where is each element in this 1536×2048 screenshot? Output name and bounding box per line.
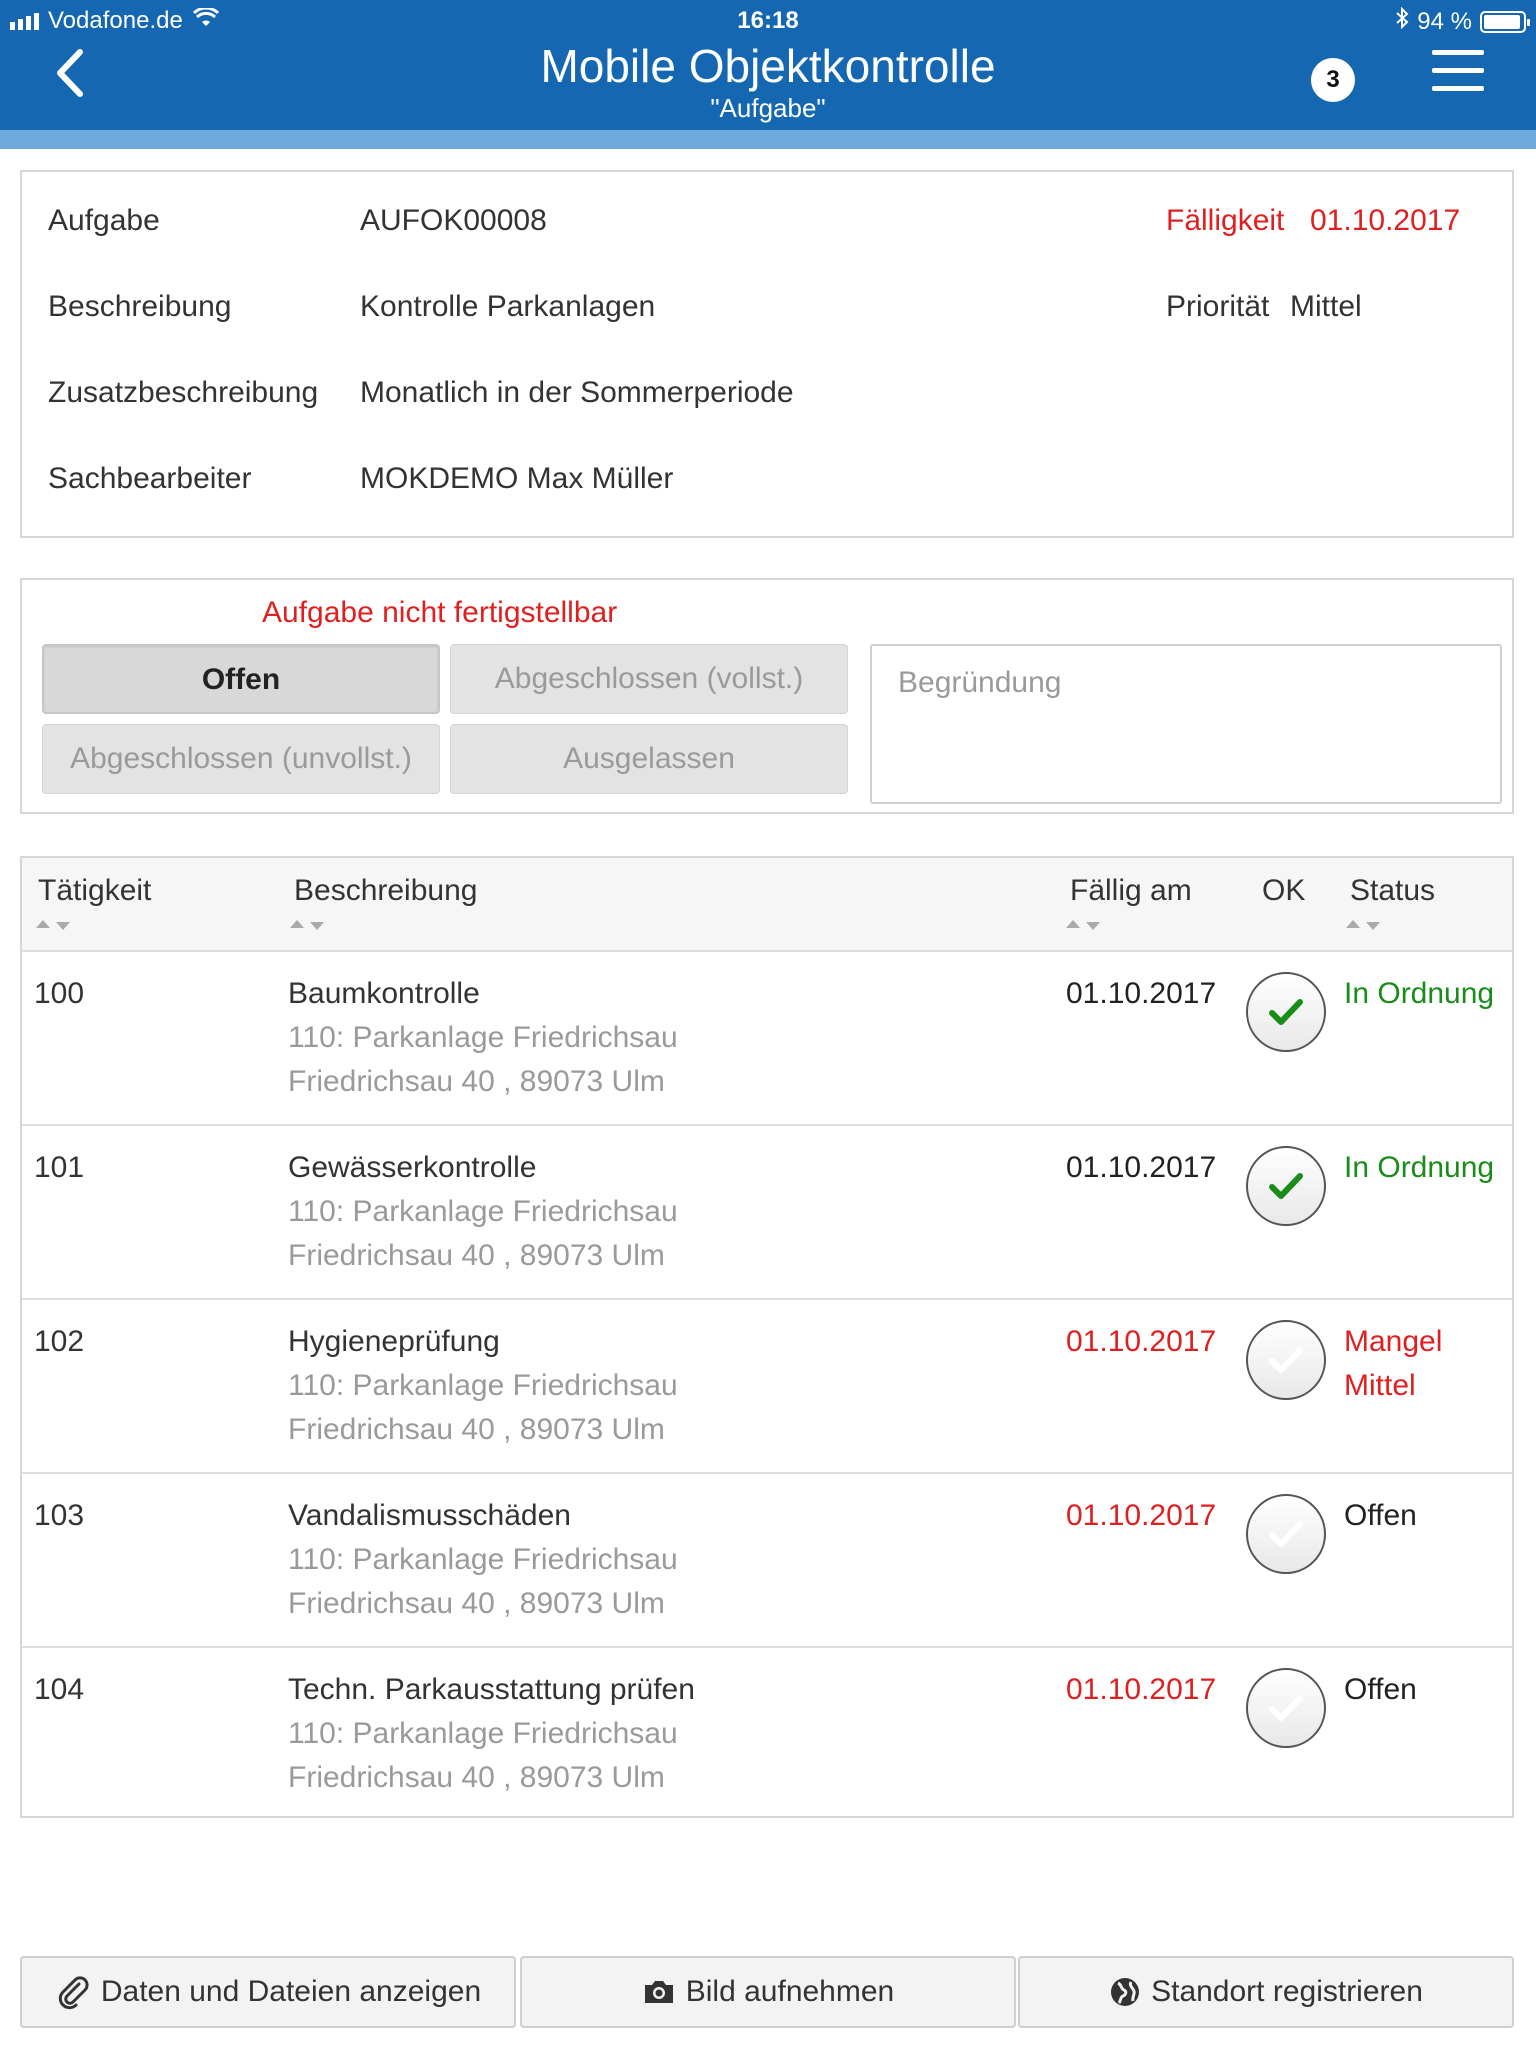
row-description — [288, 972, 678, 1104]
row-status-line1: Mangel — [1344, 1325, 1443, 1358]
label-zusatzbeschreibung: Zusatzbeschreibung — [48, 376, 319, 409]
row-address: Friedrichsau 40 , 89073 Ulm — [288, 1413, 665, 1446]
paperclip-icon — [55, 1974, 91, 2010]
status-ausgelassen-button[interactable]: Ausgelassen — [450, 724, 848, 794]
battery-percent: 94 % — [1417, 7, 1472, 35]
page-title: Mobile Objektkontrolle — [540, 40, 996, 92]
row-title: Gewässerkontrolle — [288, 1151, 537, 1184]
take-photo-label: Bild aufnehmen — [685, 1975, 895, 2008]
row-status-line1: In Ordnung — [1344, 1151, 1495, 1184]
row-due-date: 01.10.2017 — [1066, 1499, 1217, 1532]
label-beschreibung: Beschreibung — [48, 290, 232, 323]
row-status — [1344, 1494, 1417, 1538]
value-aufgabe: AUFOK00008 — [360, 204, 547, 237]
header-faellig-am[interactable]: Fällig am — [1070, 874, 1192, 907]
reason-textarea[interactable] — [870, 644, 1502, 804]
table-row[interactable] — [22, 950, 1512, 1126]
row-ok-toggle[interactable] — [1246, 972, 1326, 1052]
notification-badge[interactable]: 3 — [1311, 58, 1355, 102]
show-files-button[interactable] — [20, 1956, 516, 2028]
sort-status-icon[interactable] — [1346, 920, 1386, 932]
menu-button[interactable] — [1432, 50, 1484, 94]
bluetooth-icon — [1395, 7, 1409, 36]
row-id: 102 — [34, 1325, 85, 1358]
header-taetigkeit[interactable]: Tätigkeit — [38, 874, 152, 907]
row-address: Friedrichsau 40 , 89073 Ulm — [288, 1239, 665, 1272]
page-subtitle: "Aufgabe" — [710, 93, 826, 123]
completion-warning: Aufgabe nicht fertigstellbar — [262, 596, 618, 629]
row-status-line1: Offen — [1344, 1499, 1417, 1532]
row-ok-toggle[interactable] — [1246, 1146, 1326, 1226]
header-status[interactable]: Status — [1350, 874, 1436, 907]
checkmark-icon — [1266, 1168, 1306, 1204]
status-abgeschlossen-vollst-button[interactable]: Abgeschlossen (vollst.) — [450, 644, 848, 714]
task-info-panel — [20, 170, 1514, 538]
row-description — [288, 1320, 678, 1452]
value-sachbearbeiter: MOKDEMO Max Müller — [360, 462, 674, 495]
row-due-date: 01.10.2017 — [1066, 1673, 1217, 1706]
row-status-line2: Mittel — [1344, 1369, 1416, 1402]
header-accent-strip — [0, 130, 1536, 149]
row-status-line1: In Ordnung — [1344, 977, 1495, 1010]
label-sachbearbeiter: Sachbearbeiter — [48, 462, 252, 495]
label-aufgabe: Aufgabe — [48, 204, 160, 237]
value-beschreibung: Kontrolle Parkanlagen — [360, 290, 656, 323]
table-row[interactable] — [22, 1646, 1512, 1820]
row-object: 110: Parkanlage Friedrichsau — [288, 1717, 678, 1750]
row-address: Friedrichsau 40 , 89073 Ulm — [288, 1761, 665, 1794]
row-id: 104 — [34, 1673, 85, 1706]
row-title: Techn. Parkausstattung prüfen — [288, 1673, 695, 1706]
checkmark-icon — [1266, 1342, 1306, 1378]
menu-icon — [1432, 50, 1484, 55]
reason-placeholder: Begründung — [898, 666, 1062, 699]
row-due-date: 01.10.2017 — [1066, 977, 1217, 1010]
activity-table — [20, 856, 1514, 1818]
status-time: 16:18 — [737, 7, 799, 34]
header-ok: OK — [1262, 874, 1306, 907]
take-photo-button[interactable] — [520, 1956, 1016, 2028]
show-files-label: Daten und Dateien anzeigen — [100, 1975, 482, 2008]
status-bar — [0, 0, 1536, 40]
row-status — [1344, 1320, 1442, 1408]
row-title: Vandalismusschäden — [288, 1499, 571, 1532]
row-ok-toggle[interactable] — [1246, 1668, 1326, 1748]
row-id: 100 — [34, 977, 85, 1010]
row-ok-toggle[interactable] — [1246, 1494, 1326, 1574]
camera-icon — [642, 1978, 676, 2006]
table-row[interactable] — [22, 1298, 1512, 1474]
value-prioritaet: Mittel — [1290, 290, 1362, 323]
row-status-line1: Offen — [1344, 1673, 1417, 1706]
row-status — [1344, 1146, 1494, 1190]
status-abgeschlossen-unvollst-button[interactable]: Abgeschlossen (unvollst.) — [42, 724, 440, 794]
table-row[interactable] — [22, 1124, 1512, 1300]
value-zusatzbeschreibung: Monatlich in der Sommerperiode — [360, 376, 794, 409]
globe-icon — [1109, 1976, 1141, 2008]
checkmark-icon — [1266, 1690, 1306, 1726]
row-description — [288, 1146, 678, 1278]
status-offen-button[interactable]: Offen — [42, 644, 440, 714]
carrier-label: Vodafone.de — [48, 7, 183, 34]
row-title: Baumkontrolle — [288, 977, 480, 1010]
table-row[interactable] — [22, 1472, 1512, 1648]
sort-beschreibung-icon[interactable] — [290, 920, 330, 932]
row-description — [288, 1494, 678, 1626]
register-location-label: Standort registrieren — [1151, 1975, 1423, 2008]
table-header — [22, 858, 1512, 952]
checkmark-icon — [1266, 1516, 1306, 1552]
register-location-button[interactable] — [1018, 1956, 1514, 2028]
row-object: 110: Parkanlage Friedrichsau — [288, 1543, 678, 1576]
header-beschreibung[interactable]: Beschreibung — [294, 874, 478, 907]
battery-icon — [1480, 11, 1526, 33]
title-block — [0, 38, 1536, 122]
value-faelligkeit: 01.10.2017 — [1310, 204, 1461, 237]
row-description — [288, 1668, 695, 1800]
sort-faellig-icon[interactable] — [1066, 920, 1106, 932]
sort-taetigkeit-icon[interactable] — [36, 920, 76, 932]
row-object: 110: Parkanlage Friedrichsau — [288, 1021, 678, 1054]
row-address: Friedrichsau 40 , 89073 Ulm — [288, 1065, 665, 1098]
checkmark-icon — [1266, 994, 1306, 1030]
label-prioritaet: Priorität — [1166, 290, 1270, 323]
app-header — [0, 0, 1536, 130]
row-ok-toggle[interactable] — [1246, 1320, 1326, 1400]
row-title: Hygieneprüfung — [288, 1325, 500, 1358]
row-address: Friedrichsau 40 , 89073 Ulm — [288, 1587, 665, 1620]
row-status — [1344, 1668, 1417, 1712]
row-id: 101 — [34, 1151, 85, 1184]
row-due-date: 01.10.2017 — [1066, 1151, 1217, 1184]
label-faelligkeit: Fälligkeit — [1166, 204, 1285, 237]
row-due-date: 01.10.2017 — [1066, 1325, 1217, 1358]
row-status — [1344, 972, 1494, 1016]
completion-panel — [20, 578, 1514, 814]
row-object: 110: Parkanlage Friedrichsau — [288, 1195, 678, 1228]
row-id: 103 — [34, 1499, 85, 1532]
row-object: 110: Parkanlage Friedrichsau — [288, 1369, 678, 1402]
